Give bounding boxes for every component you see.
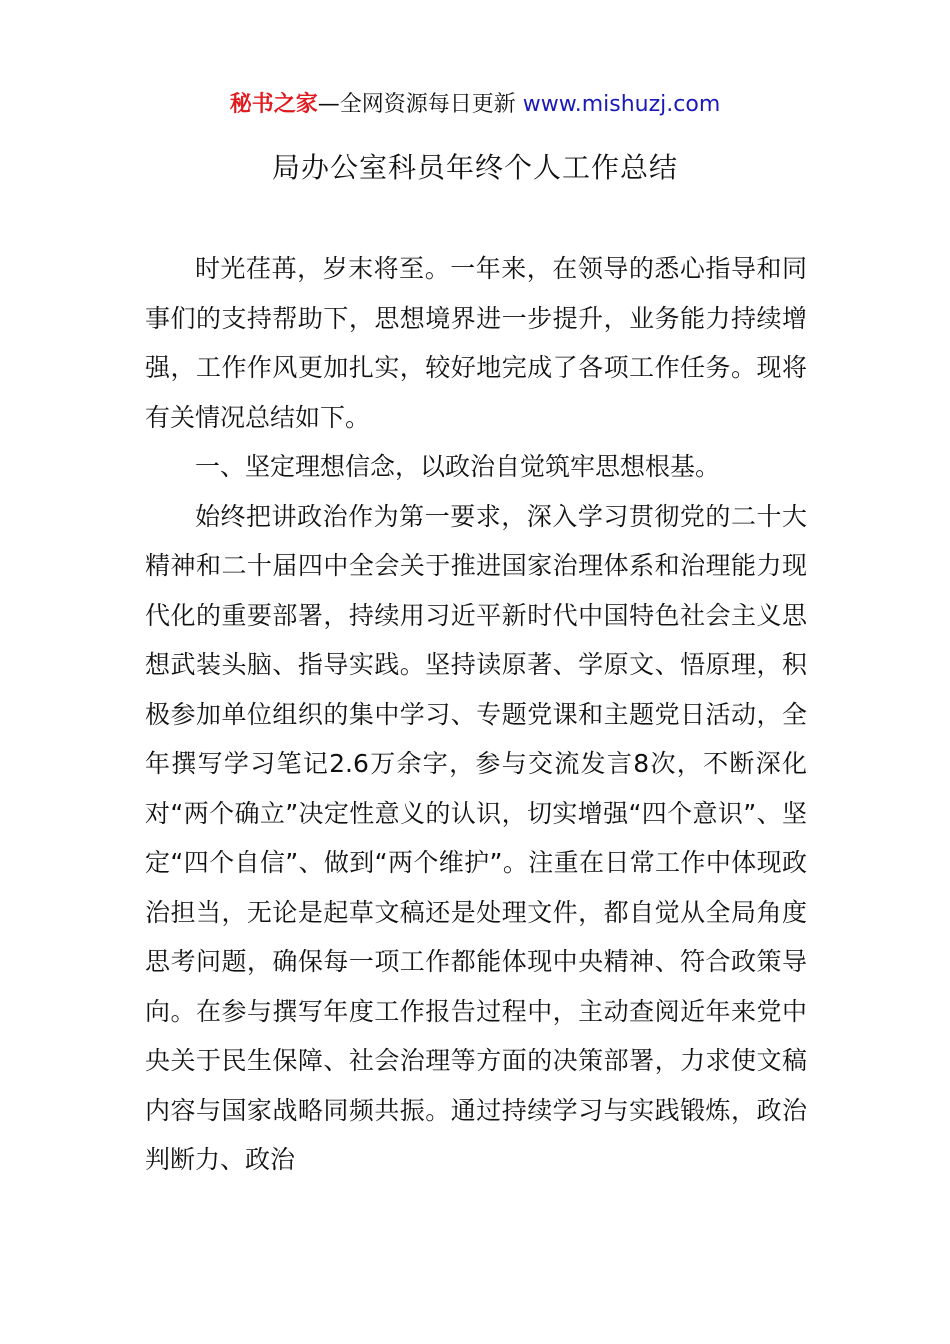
site-url-link[interactable]: www.mishuzj.com bbox=[522, 92, 721, 117]
document-title: 局办公室科员年终个人工作总结 bbox=[271, 151, 678, 184]
section-heading-1: 一、坚定理想信念，以政治自觉筑牢思想根基。 bbox=[195, 452, 721, 481]
paragraph-intro: 时光荏苒，岁末将至。一年来，在领导的悉心指导和同事们的支持帮助下，思想境界进一步提升，业务能力持续增强，工作作风更加扎实，较好地完成了各项工作任务。现将有关情况总结如下。 bbox=[145, 254, 807, 432]
site-slogan: —全网资源每日更新 bbox=[317, 92, 523, 117]
site-header bbox=[0, 88, 950, 122]
site-brand: 秘书之家 bbox=[229, 92, 318, 117]
paragraph-section-1: 始终把讲政治作为第一要求，深入学习贯彻党的二十大精神和二十届四中全会关于推进国家治理体系和治理能力现代化的重要部署，持续用习近平新时代中国特色社会主义思想武装头脑、指导实践。坚持读原著、学原文、悟原理，积极参加单位组织的集中学习、专题党课和主题党日活动，全年撰写学习笔记2.6万余字，参与交流发言8次，不断深化对“两个确立”决定性意义的认识，切实增强“四个意识”、坚定“四个自信”、做到“两个维护”。注重在日常工作中体现政治担当，无论是起草文稿还是处理文件，都自觉从全局角度思考问题，确保每一项工作都能体现中央精神、符合政策导向。在参与撰写年度工作报告过程中，主动查阅近年来党中央关于民生保障、社会治理等方面的决策部署，力求使文稿内容与国家战略同频共振。通过持续学习与实践锻炼，政治判断力、政治 bbox=[145, 501, 807, 1174]
document-body bbox=[145, 244, 807, 1185]
